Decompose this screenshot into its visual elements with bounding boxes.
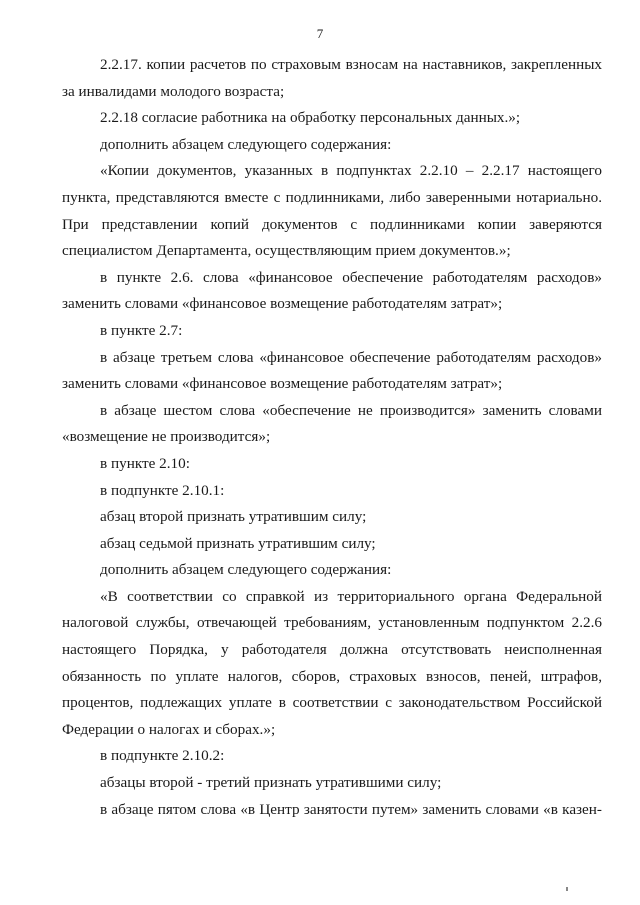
paragraph-abzac-fifth: в абзаце пятом слова «в Центр занятости путем» заменить словами «в казен- xyxy=(100,800,602,818)
paragraph-abzac-sixth: в абзаце шестом слова «обеспечение не производится» заменить словами «возмещение не производится»; xyxy=(62,401,602,446)
paragraph-point-2-6: в пункте 2.6. слова «финансовое обеспечение работодателям расходов» заменить словами «финансовое возмещение работодателям затрат»; xyxy=(62,268,602,313)
scan-mark xyxy=(566,887,568,891)
paragraph-add-abzac: дополнить абзацем следующего содержания: xyxy=(100,135,392,153)
paragraph-tax-quote: «В соответствии со справкой из территориального органа Федеральной налоговой службы, отвечающей требованиям, установленным подпунктом 2.2.6 настоящего Порядка, у работодателя должна отсутствовать неисполненная обязанность по уплате налогов, сборов, страховых взносов, пеней, штрафов, процентов, подлежащих уплате в соответствии с законодательством Российской Федерации о налогах и сборах.»; xyxy=(62,587,602,738)
page-number: 7 xyxy=(316,26,324,41)
paragraph-add-abzac-2: дополнить абзацем следующего содержания: xyxy=(100,561,392,579)
paragraph-2-2-17: 2.2.17. копии расчетов по страховым взносам на наставников, закрепленных за инвалидами молодого возраста; xyxy=(62,56,602,100)
paragraph-copies-quote: «Копии документов, указанных в подпунктах 2.2.10 – 2.2.17 настоящего пункта, представляются вместе с подлинниками, либо заверенными нотариально. При представлении копий документов с подлинниками копии заверяются специалистом Департамента, осуществляющим прием документов.»; xyxy=(62,162,602,260)
paragraph-point-2-7: в пункте 2.7: xyxy=(100,321,183,339)
paragraph-abzac-seventh-void: абзац седьмой признать утратившим силу; xyxy=(100,534,376,552)
paragraph-abzacs-void: абзацы второй - третий признать утратившими силу; xyxy=(100,774,442,792)
paragraph-abzac-second-void: абзац второй признать утратившим силу; xyxy=(100,508,367,526)
paragraph-subpoint-2-10-1: в подпункте 2.10.1: xyxy=(100,481,225,499)
paragraph-abzac-third: в абзаце третьем слова «финансовое обеспечение работодателям расходов» заменить словами «финансовое возмещение работодателям затрат»; xyxy=(62,348,602,393)
paragraph-subpoint-2-10-2: в подпункте 2.10.2: xyxy=(100,747,225,765)
paragraph-2-2-18: 2.2.18 согласие работника на обработку персональных данных.»; xyxy=(100,109,521,127)
document-body xyxy=(62,52,602,823)
paragraph-point-2-10: в пункте 2.10: xyxy=(100,454,190,472)
